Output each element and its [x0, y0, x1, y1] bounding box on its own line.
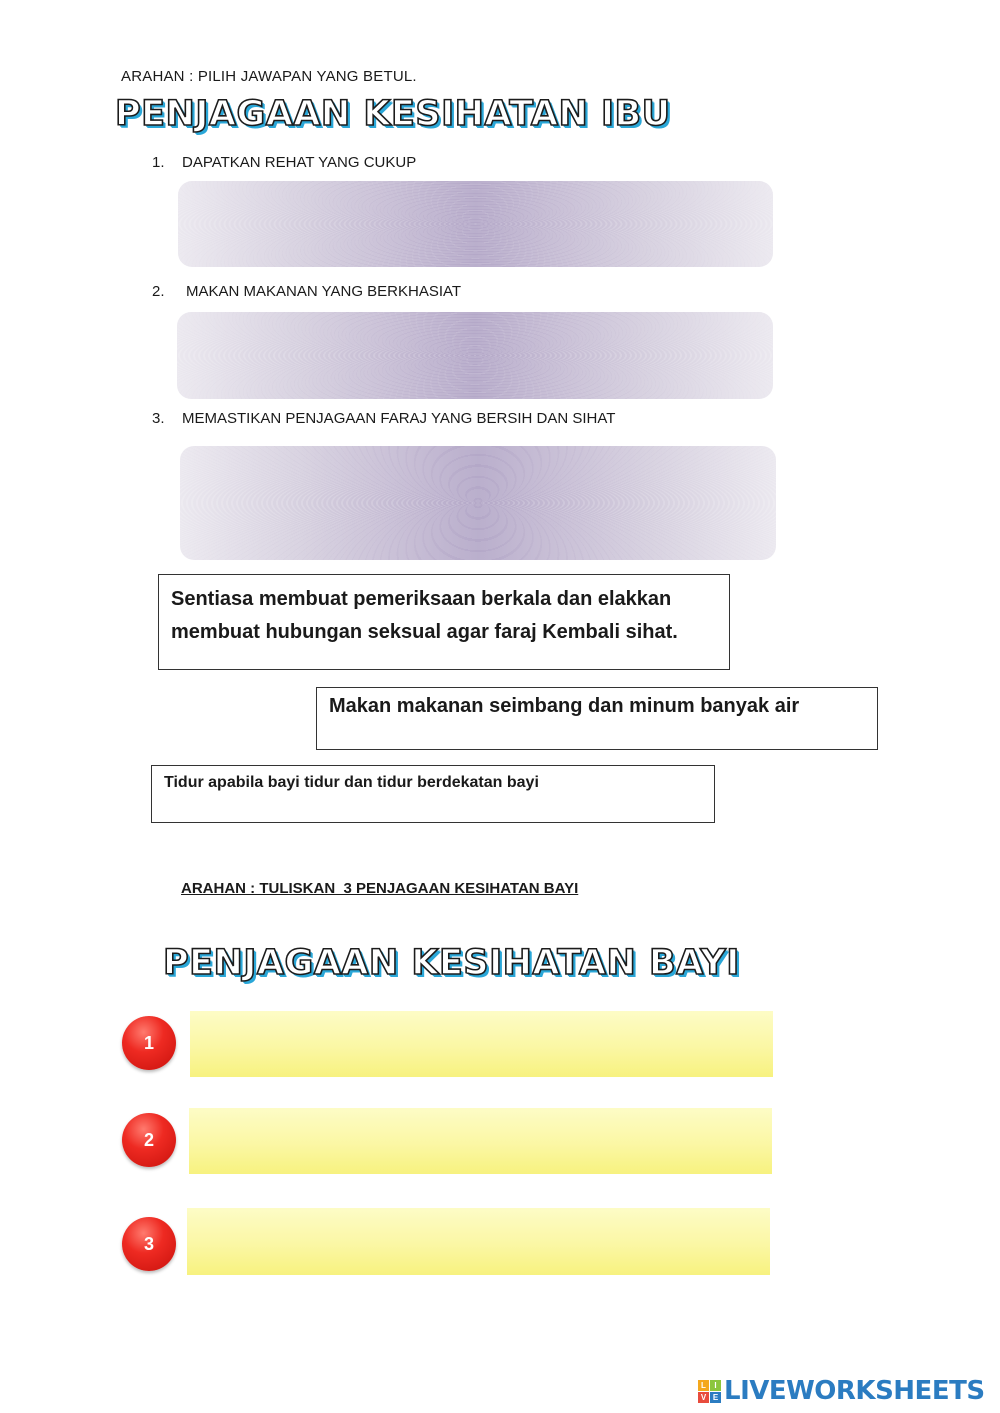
question-2: [152, 283, 461, 300]
draggable-answer-checkup[interactable]: Sentiasa membuat pemeriksaan berkala dan elakkan membuat hubungan seksual agar faraj Kembali sihat.: [158, 574, 730, 670]
question-3-text: MEMASTIKAN PENJAGAAN FARAJ YANG BERSIH DAN SIHAT: [182, 410, 616, 427]
logo-tile-l: L: [698, 1380, 709, 1391]
logo-tile-i: I: [710, 1380, 721, 1391]
question-1-number: 1.: [152, 154, 165, 171]
question-2-text: MAKAN MAKANAN YANG BERKHASIAT: [186, 283, 462, 300]
answer-field-1[interactable]: [190, 1011, 773, 1077]
answer-field-3[interactable]: [187, 1208, 770, 1275]
question-2-number: 2.: [152, 283, 165, 300]
question-1: [152, 154, 416, 171]
logo-tile-e: E: [710, 1392, 721, 1403]
draggable-answer-balanced-diet[interactable]: Makan makanan seimbang dan minum banyak air: [316, 687, 878, 750]
logo-text: LIVEWORKSHEETS: [724, 1376, 985, 1406]
question-3-number: 3.: [152, 410, 165, 427]
number-badge-2: 2: [122, 1113, 176, 1167]
drop-zone-2[interactable]: [177, 312, 773, 399]
answer-field-2[interactable]: [189, 1108, 772, 1174]
logo-tiles-icon: [698, 1380, 721, 1403]
liveworksheets-logo: [698, 1376, 985, 1406]
draggable-answer-sleep[interactable]: Tidur apabila bayi tidur dan tidur berdekatan bayi: [151, 765, 715, 823]
question-1-text: DAPATKAN REHAT YANG CUKUP: [182, 154, 417, 171]
title-maternal-health: PENJAGAAN KESIHATAN IBU: [115, 94, 671, 134]
logo-tile-v: V: [698, 1392, 709, 1403]
number-badge-1: 1: [122, 1016, 176, 1070]
drop-zone-1[interactable]: [178, 181, 773, 267]
instruction-write-answers: ARAHAN : TULISKAN 3 PENJAGAAN KESIHATAN BAYI: [181, 880, 579, 897]
number-badge-3: 3: [122, 1217, 176, 1271]
drop-zone-3[interactable]: [180, 446, 776, 560]
instruction-choose-answer: ARAHAN : PILIH JAWAPAN YANG BETUL.: [121, 68, 417, 85]
title-baby-health: PENJAGAAN KESIHATAN BAYI: [163, 943, 740, 983]
question-3: [152, 410, 615, 427]
